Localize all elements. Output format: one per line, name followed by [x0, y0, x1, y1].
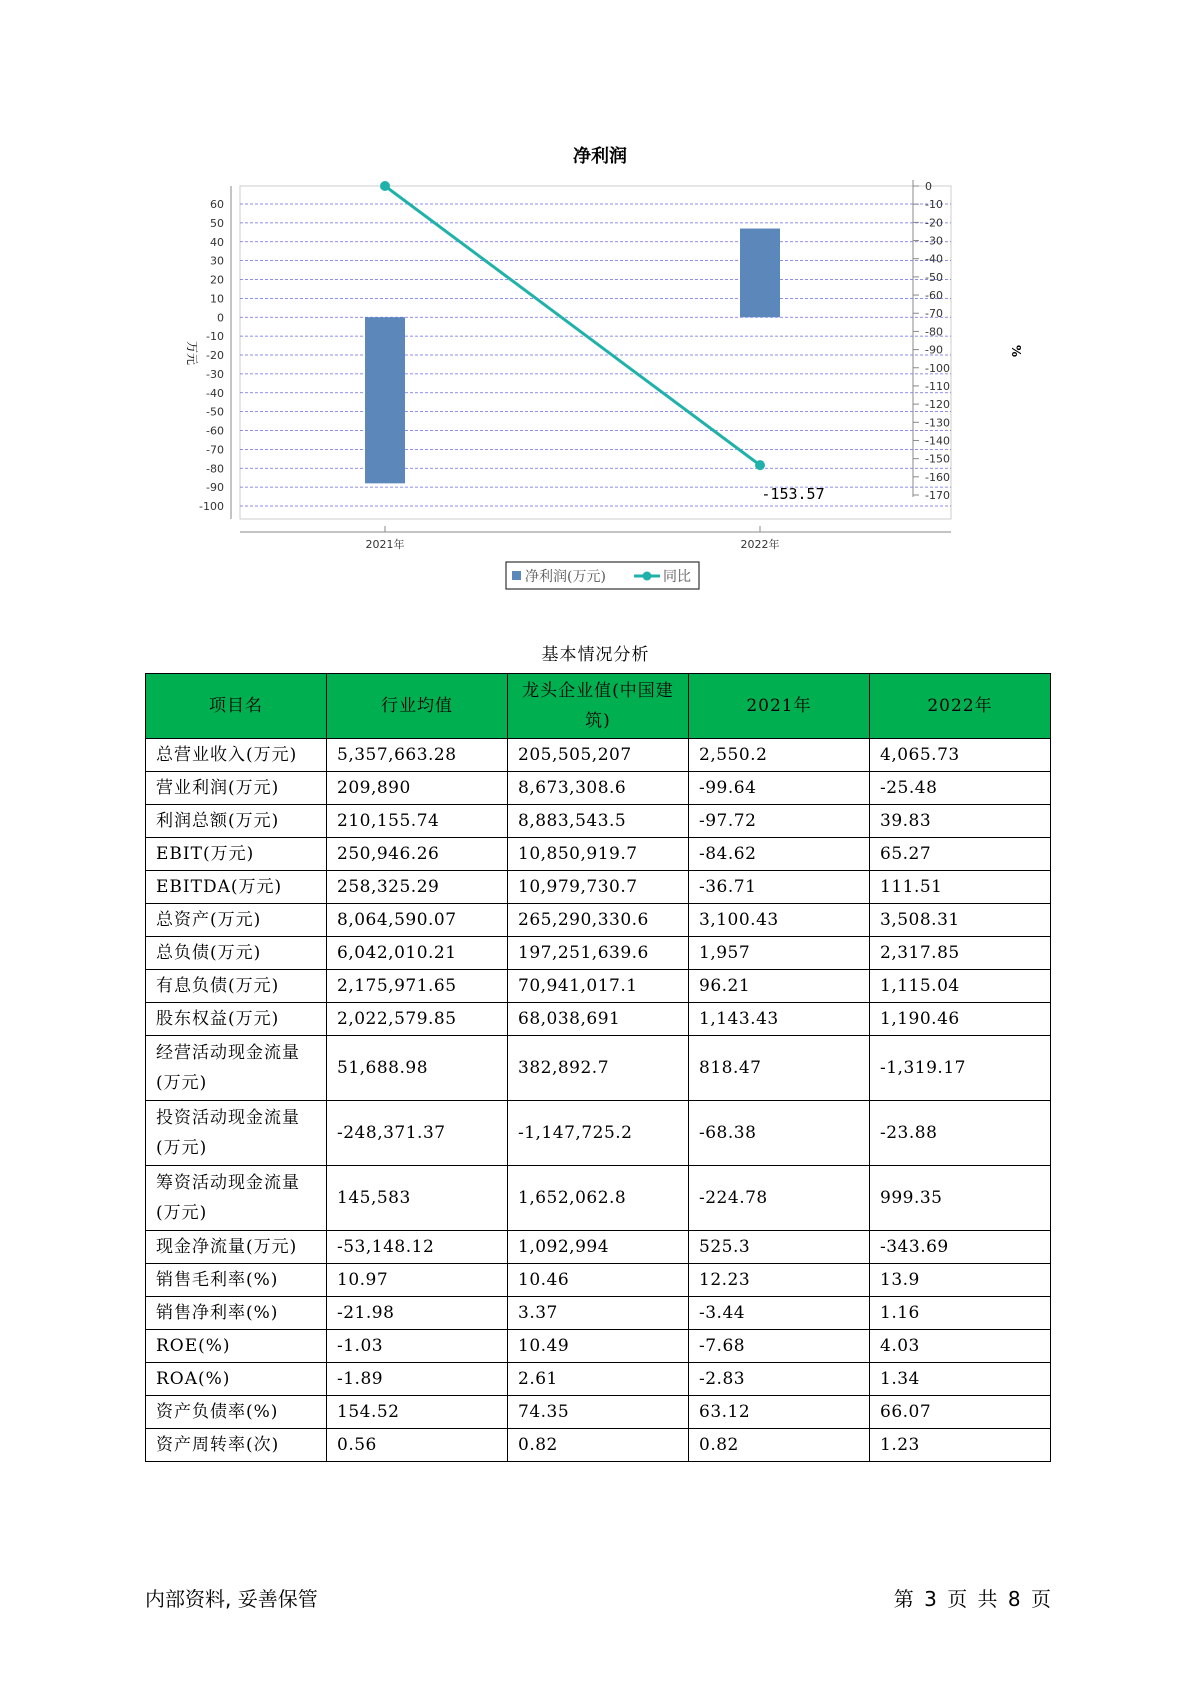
- left-axis-label: 万元: [185, 340, 199, 366]
- left-tick-label: -40: [206, 386, 224, 400]
- left-tick-label: -100: [199, 500, 224, 513]
- table-cell: -3.44: [689, 1297, 870, 1330]
- right-tick-label: -100: [925, 361, 950, 375]
- row-label: 筹资活动现金流量(万元): [146, 1166, 327, 1231]
- bar-series: [365, 229, 780, 484]
- table-cell: 8,064,590.07: [327, 904, 508, 937]
- right-tick-label: -10: [925, 198, 943, 212]
- table-cell: 39.83: [870, 805, 1051, 838]
- left-y-axis: [199, 186, 231, 519]
- legend-line-label: 同比: [663, 569, 691, 585]
- table-cell: 2.61: [508, 1363, 689, 1396]
- basic-analysis-table: [145, 673, 1051, 1462]
- table-cell: 10,850,919.7: [508, 838, 689, 871]
- grid-lines: [240, 204, 951, 506]
- table-row: [146, 739, 1051, 772]
- left-tick-label: 50: [210, 216, 224, 230]
- table-cell: 5,357,663.28: [327, 739, 508, 772]
- row-label: 有息负债(万元): [146, 970, 327, 1003]
- table-cell: -99.64: [689, 772, 870, 805]
- table-cell: 197,251,639.6: [508, 937, 689, 970]
- left-tick-label: -70: [206, 443, 224, 457]
- table-cell: 0.56: [327, 1429, 508, 1462]
- row-label: EBITDA(万元): [146, 871, 327, 904]
- header-leader-value: 龙头企业值(中国建筑): [508, 674, 689, 739]
- table-cell: 205,505,207: [508, 739, 689, 772]
- table-cell: -248,371.37: [327, 1101, 508, 1166]
- left-tick-label: 30: [210, 254, 224, 268]
- left-tick-label: -10: [206, 330, 224, 344]
- left-tick-label: 10: [210, 292, 224, 306]
- row-label: ROE(%): [146, 1330, 327, 1363]
- table-cell: 1.16: [870, 1297, 1051, 1330]
- table-cell: -84.62: [689, 838, 870, 871]
- header-2022: 2022年: [870, 674, 1051, 739]
- table-cell: 13.9: [870, 1264, 1051, 1297]
- table-cell: 8,673,308.6: [508, 772, 689, 805]
- table-cell: 63.12: [689, 1396, 870, 1429]
- table-cell: 1,143.43: [689, 1003, 870, 1036]
- table-title: 基本情况分析: [541, 645, 650, 665]
- right-y-axis: [913, 180, 950, 502]
- table-cell: 145,583: [327, 1166, 508, 1231]
- right-tick-label: -120: [925, 398, 950, 412]
- table-cell: 96.21: [689, 970, 870, 1003]
- legend: [506, 562, 699, 589]
- row-label: 现金净流量(万元): [146, 1231, 327, 1264]
- right-tick-label: -90: [925, 343, 943, 357]
- row-label: ROA(%): [146, 1363, 327, 1396]
- table-cell: 0.82: [508, 1429, 689, 1462]
- left-tick-label: 40: [210, 235, 224, 249]
- table-cell: 525.3: [689, 1231, 870, 1264]
- table-cell: 258,325.29: [327, 871, 508, 904]
- table-cell: 10,979,730.7: [508, 871, 689, 904]
- table-cell: -1,147,725.2: [508, 1101, 689, 1166]
- row-label: 投资活动现金流量(万元): [146, 1101, 327, 1166]
- row-label: 资产负债率(%): [146, 1396, 327, 1429]
- table-row: [146, 1264, 1051, 1297]
- table-cell: 3.37: [508, 1297, 689, 1330]
- table-cell: 3,100.43: [689, 904, 870, 937]
- table-header-row: [146, 674, 1051, 739]
- page-number: 第 3 页 共 8 页: [893, 1587, 1051, 1611]
- table-row: [146, 871, 1051, 904]
- table-cell: 3,508.31: [870, 904, 1051, 937]
- table-cell: 1,190.46: [870, 1003, 1051, 1036]
- table-cell: 65.27: [870, 838, 1051, 871]
- table-cell: 4,065.73: [870, 739, 1051, 772]
- table-cell: 74.35: [508, 1396, 689, 1429]
- right-tick-label: -140: [925, 434, 950, 448]
- table-cell: 1,115.04: [870, 970, 1051, 1003]
- table-cell: 70,941,017.1: [508, 970, 689, 1003]
- x-axis-ticks: [366, 526, 780, 551]
- bar: [740, 229, 780, 318]
- table-row: [146, 1166, 1051, 1231]
- table-cell: -343.69: [870, 1231, 1051, 1264]
- line-annotation: -153.57: [761, 485, 825, 503]
- right-tick-label: 0: [925, 180, 932, 193]
- table-cell: 2,550.2: [689, 739, 870, 772]
- row-label: 销售毛利率(%): [146, 1264, 327, 1297]
- table-cell: -36.71: [689, 871, 870, 904]
- left-tick-label: -30: [206, 367, 224, 381]
- right-tick-label: -170: [925, 489, 950, 502]
- table-cell: -97.72: [689, 805, 870, 838]
- table-row: [146, 1101, 1051, 1166]
- left-tick-label: -20: [206, 349, 224, 362]
- table-cell: -68.38: [689, 1101, 870, 1166]
- table-row: [146, 937, 1051, 970]
- table-cell: -21.98: [327, 1297, 508, 1330]
- left-tick-label: -50: [206, 405, 224, 419]
- table-row: [146, 1429, 1051, 1462]
- right-tick-label: -70: [925, 307, 943, 321]
- table-cell: 265,290,330.6: [508, 904, 689, 937]
- table-cell: 10.49: [508, 1330, 689, 1363]
- right-tick-label: -110: [925, 379, 950, 393]
- table-row: [146, 1036, 1051, 1101]
- plot-area: [240, 186, 951, 519]
- table-cell: 1,652,062.8: [508, 1166, 689, 1231]
- table-cell: 210,155.74: [327, 805, 508, 838]
- table-row: [146, 772, 1051, 805]
- x-tick-label: 2022年: [740, 538, 780, 551]
- left-tick-label: -80: [206, 462, 224, 476]
- table-cell: 1,092,994: [508, 1231, 689, 1264]
- bar: [365, 317, 405, 483]
- table-row: [146, 904, 1051, 937]
- table-cell: 111.51: [870, 871, 1051, 904]
- row-label: 经营活动现金流量(万元): [146, 1036, 327, 1101]
- table-cell: 1.34: [870, 1363, 1051, 1396]
- right-tick-label: -80: [925, 325, 943, 339]
- left-tick-label: 20: [210, 273, 224, 287]
- table-cell: -53,148.12: [327, 1231, 508, 1264]
- x-tick-label: 2021年: [365, 538, 405, 551]
- right-tick-label: -60: [925, 289, 943, 303]
- table-cell: 51,688.98: [327, 1036, 508, 1101]
- right-tick-label: -20: [925, 216, 943, 230]
- table-row: [146, 1363, 1051, 1396]
- table-cell: 68,038,691: [508, 1003, 689, 1036]
- row-label: 资产周转率(次): [146, 1429, 327, 1462]
- table-cell: -1,319.17: [870, 1036, 1051, 1101]
- table-cell: 818.47: [689, 1036, 870, 1101]
- table-cell: 1,957: [689, 937, 870, 970]
- table-row: [146, 805, 1051, 838]
- table-cell: 12.23: [689, 1264, 870, 1297]
- line-series: [380, 181, 765, 470]
- table-row: [146, 1330, 1051, 1363]
- line-point: [380, 181, 390, 191]
- table-cell: -23.88: [870, 1101, 1051, 1166]
- table-cell: -7.68: [689, 1330, 870, 1363]
- table-cell: -2.83: [689, 1363, 870, 1396]
- line-point: [755, 460, 765, 470]
- row-label: 营业利润(万元): [146, 772, 327, 805]
- left-tick-label: -90: [206, 481, 224, 495]
- table-row: [146, 1003, 1051, 1036]
- table-row: [146, 970, 1051, 1003]
- table-cell: -1.03: [327, 1330, 508, 1363]
- right-tick-label: -50: [925, 270, 943, 284]
- table-cell: 10.46: [508, 1264, 689, 1297]
- table-row: [146, 1231, 1051, 1264]
- table-cell: 66.07: [870, 1396, 1051, 1429]
- row-label: 股东权益(万元): [146, 1003, 327, 1036]
- right-tick-label: -30: [925, 234, 943, 248]
- table-cell: 999.35: [870, 1166, 1051, 1231]
- right-axis-label: %: [1009, 344, 1023, 358]
- row-label: 总资产(万元): [146, 904, 327, 937]
- left-tick-label: 0: [217, 311, 224, 325]
- table-cell: 382,892.7: [508, 1036, 689, 1101]
- table-row: [146, 838, 1051, 871]
- table-cell: -1.89: [327, 1363, 508, 1396]
- table-cell: 10.97: [327, 1264, 508, 1297]
- table-cell: 0.82: [689, 1429, 870, 1462]
- right-tick-label: -150: [925, 452, 950, 466]
- chart-title: 净利润: [573, 146, 627, 167]
- table-cell: 6,042,010.21: [327, 937, 508, 970]
- legend-bar-label: 净利润(万元): [525, 569, 606, 585]
- left-tick-label: -60: [206, 424, 224, 438]
- header-item-name: 项目名: [146, 674, 327, 739]
- table-cell: 1.23: [870, 1429, 1051, 1462]
- table-cell: -25.48: [870, 772, 1051, 805]
- table-cell: 250,946.26: [327, 838, 508, 871]
- legend-line-marker: [643, 572, 652, 581]
- table-cell: -224.78: [689, 1166, 870, 1231]
- row-label: 利润总额(万元): [146, 805, 327, 838]
- table-cell: 4.03: [870, 1330, 1051, 1363]
- right-tick-label: -130: [925, 416, 950, 430]
- header-industry-avg: 行业均值: [327, 674, 508, 739]
- footer-confidential: 内部资料, 妥善保管: [145, 1587, 318, 1611]
- row-label: 总营业收入(万元): [146, 739, 327, 772]
- table-cell: 2,175,971.65: [327, 970, 508, 1003]
- table-cell: 209,890: [327, 772, 508, 805]
- row-label: 销售净利率(%): [146, 1297, 327, 1330]
- table-cell: 154.52: [327, 1396, 508, 1429]
- right-tick-label: -40: [925, 252, 943, 266]
- row-label: 总负债(万元): [146, 937, 327, 970]
- table-cell: 8,883,543.5: [508, 805, 689, 838]
- table-cell: 2,022,579.85: [327, 1003, 508, 1036]
- table-row: [146, 1396, 1051, 1429]
- table-row: [146, 1297, 1051, 1330]
- header-2021: 2021年: [689, 674, 870, 739]
- line-path: [385, 186, 760, 465]
- row-label: EBIT(万元): [146, 838, 327, 871]
- table-cell: 2,317.85: [870, 937, 1051, 970]
- right-tick-label: -160: [925, 470, 950, 484]
- legend-bar-swatch: [512, 571, 521, 580]
- net-profit-chart: [0, 0, 1191, 620]
- left-tick-label: 60: [210, 198, 224, 211]
